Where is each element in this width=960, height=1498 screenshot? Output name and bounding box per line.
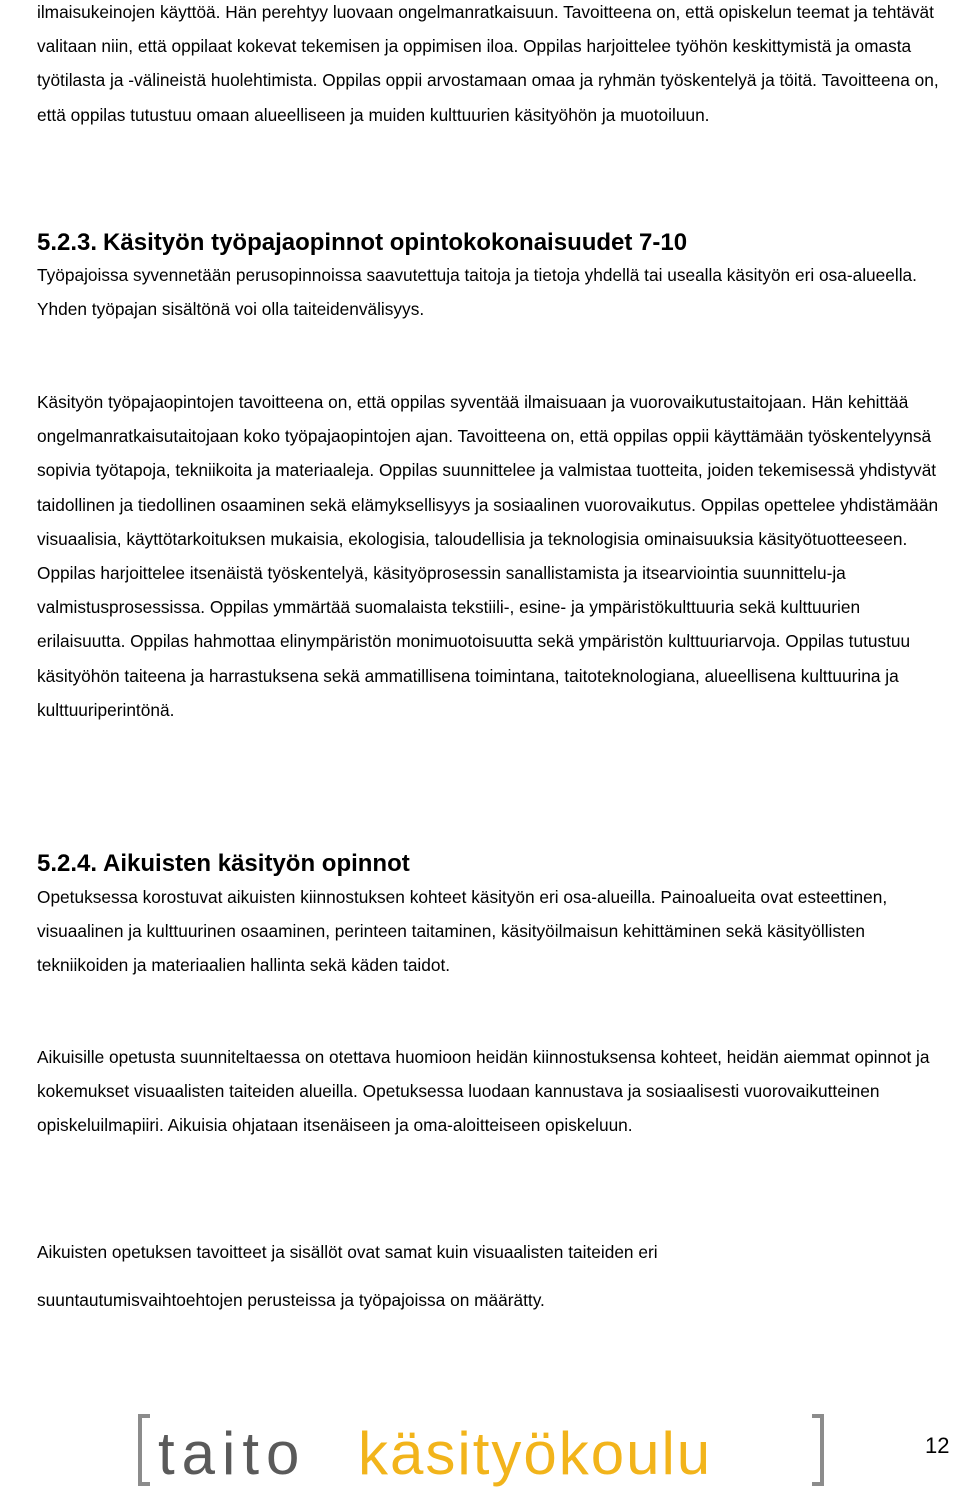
section-heading-5-2-4 (37, 849, 410, 879)
logo-word-kasityokoulu: käsityökoulu (358, 1420, 713, 1487)
section-number: 5.2.4. (37, 850, 98, 877)
logo-left-bracket (140, 1416, 150, 1484)
section-heading-5-2-3 (37, 228, 687, 258)
taito-kasityokoulu-logo (136, 1410, 826, 1490)
paragraph-adult-goals-line1: Aikuisten opetuksen tavoitteet ja sisällöt ovat samat kuin visuaalisten taiteiden eri (37, 1242, 658, 1262)
paragraph-workshops: Työpajoissa syvennetään perusopinnoissa saavutettuja taitoja ja tietoja yhdellä tai usealla käsityön eri osa-alueella. Yhden työpajan sisältönä voi olla taiteidenvälisyys. (37, 265, 917, 320)
section-title: Aikuisten käsityön opinnot (103, 850, 410, 877)
section-title: Käsityön työpajaopinnot opintokokonaisuudet 7-10 (103, 229, 688, 256)
section-number: 5.2.3. (37, 229, 98, 256)
paragraph-adult-focus: Opetuksessa korostuvat aikuisten kiinnostuksen kohteet käsityön eri osa-alueilla. Painoalueita ovat esteettinen, visuaalinen ja kulttuurinen osaaminen, perinteen taitaminen, käsityöilmaisun kehittäminen sekä käsityöllisten tekniikoiden ja materiaalien hallinta sekä käden taidot. (37, 887, 888, 976)
logo-word-taito: taito (158, 1420, 307, 1487)
paragraph-workshop-goals: Käsityön työpajaopintojen tavoitteena on, että oppilas syventää ilmaisuaan ja vuorovaikutustaitojaan. Hän kehittää ongelmanratkaisutaitojaan koko työpajaopintojen ajan. Tavoitteena on, että oppilas oppii käyttämään työskentelyynsä sopivia työtapoja, tekniikoita ja materiaaleja. Oppilas suunnittelee ja valmistaa tuotteita, joiden tekemisessä yhdistyvät taidollinen ja tiedollinen osaaminen sekä elämyksellisyys ja sosiaalinen vuorovaikutus. Oppilas opettelee yhdistämään visuaalisia, käyttötarkoituksen mukaisia, ekologisia, taloudellisia ja teknologisia ominaisuuksia käsityötuotteeseen. Oppilas harjoittelee itsenäistä työskentelyä, käsityöprosessin sanallistamista ja itsearviointia suunnittelu-ja valmistusprosessissa. Oppilas ymmärtää suomalaista tekstiili-, esine- ja ympäristökulttuuria sekä kulttuurien erilaisuutta. Oppilas hahmottaa elinympäristön monimuotoisuutta sekä ympäristön kulttuuriarvoja. Oppilas tutustuu käsityöhön taiteena ja harrastuksena sekä ammatillisena toimintana, taitoteknologiana, alueellisena kulttuurina ja kulttuuriperintönä. (37, 392, 939, 720)
paragraph-adult-teaching: Aikuisille opetusta suunniteltaessa on otettava huomioon heidän kiinnostuksensa kohteet, heidän aiemmat opinnot ja kokemukset visuaalisten taiteiden alueilla. Opetuksessa luodaan kannustava ja sosiaalisesti vuorovaikutteinen opiskeluilmapiiri. Aikuisia ohjataan itsenäiseen ja oma-aloitteiseen opiskeluun. (37, 1047, 930, 1136)
paragraph-adult-goals-line2: suuntautumisvaihtoehtojen perusteissa ja työpajoissa on määrätty. (37, 1290, 545, 1310)
logo-right-bracket (812, 1416, 822, 1484)
page-number: 12 (925, 1433, 950, 1458)
paragraph-intro: ilmaisukeinojen käyttöä. Hän perehtyy luovaan ongelmanratkaisuun. Tavoitteena on, että opiskelun teemat ja tehtävät valitaan niin, että oppilaat kokevat tekemisen ja oppimisen iloa. Oppilas harjoittelee työhön keskittymistä ja omasta työtilasta ja -välineistä huolehtimista. Oppilas oppii arvostamaan omaa ja ryhmän työskentelyä ja töitä. Tavoitteena on, että oppilas tutustuu omaan alueelliseen ja muiden kulttuurien käsityöhön ja muotoiluun. (37, 2, 939, 125)
